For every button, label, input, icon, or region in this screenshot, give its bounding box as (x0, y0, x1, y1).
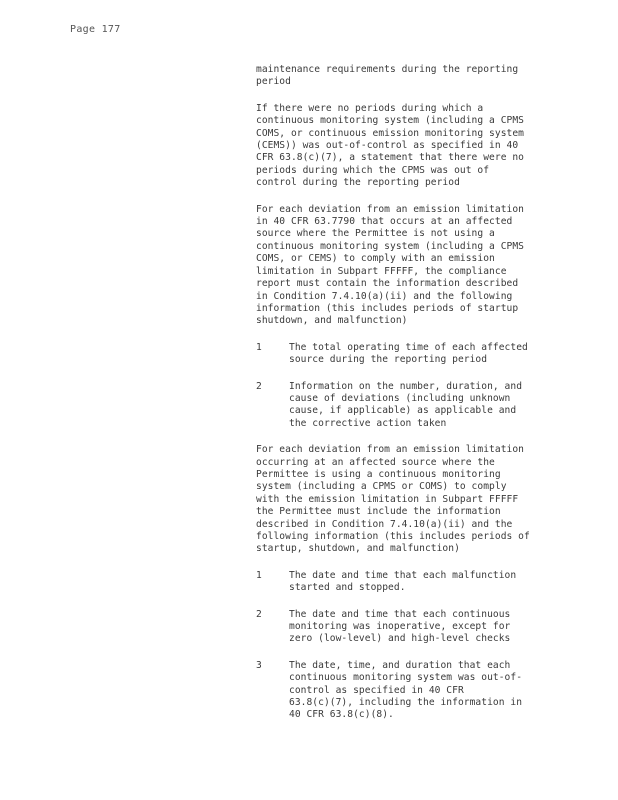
paragraph-deviation-with-cms: For each deviation from an emission limitation occurring at an affected source where the Permittee is using a continuous monitoring system (including a CPMS or COMS) to comply with the emission limitation in Subpart FFFFF the Permittee must include the information described in Condition 7.4.10(a)(ii) and the following information (this includes periods of startup, shutdown, and malfunction) (256, 444, 530, 555)
document-body (256, 64, 546, 736)
list-item (256, 570, 546, 595)
list-item (256, 342, 546, 367)
list-item-text: The date, time, and duration that each continuous monitoring system was out-of- control as specified in 40 CFR 63.8(c)(7), including the information in 40 CFR 63.8(c)(8). (289, 659, 523, 721)
list-item-number: 1 (256, 341, 262, 353)
paragraph-maintenance: maintenance requirements during the reporting period (256, 64, 519, 88)
list-item-text: The date and time that each malfunction started and stopped. (289, 569, 517, 594)
list-item (256, 381, 546, 431)
list-item (256, 609, 546, 646)
list-item-text: The total operating time of each affected source during the reporting period (289, 341, 528, 366)
list-item-number: 2 (256, 380, 262, 392)
list-item-number: 2 (256, 608, 262, 620)
list-item (256, 660, 546, 722)
paragraph-no-periods: If there were no periods during which a continuous monitoring system (including a CPMS COMS, or continuous emission monitoring system (CEMS)) was out-of-control as specified in 40 CFR 63.8(c)(7), a statement that there were no periods during which the CPMS was out of control during the reporting period (256, 102, 524, 189)
page-number: Page 177 (70, 24, 121, 35)
list-item-text: Information on the number, duration, and cause of deviations (including unknown cause, if applicable) as applicable and the corrective action taken (289, 380, 523, 429)
paragraph-deviation-no-cms: For each deviation from an emission limitation in 40 CFR 63.7790 that occurs at an affected source where the Permittee is not using a continuous monitoring system (including a CPMS COMS, or CEMS) to comply with an emission limitation in Subpart FFFFF, the compliance report must contain the information described in Condition 7.4.10(a)(ii) and the following information (this includes periods of startup shutdown, and malfunction) (256, 203, 524, 327)
list-item-text: The date and time that each continuous monitoring was inoperative, except for zero (low-level) and high-level checks (289, 608, 511, 645)
list-item-number: 1 (256, 569, 262, 581)
list-item-number: 3 (256, 659, 262, 671)
